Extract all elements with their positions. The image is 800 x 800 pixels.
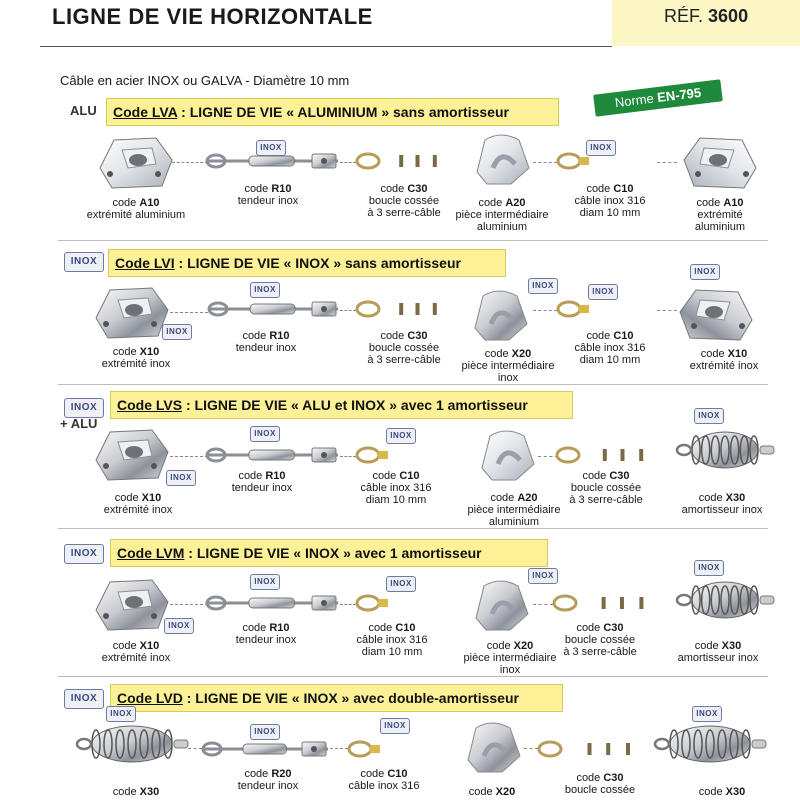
cable-icon — [356, 592, 452, 614]
product-code-line — [536, 470, 676, 482]
product-code: C30 — [603, 622, 624, 634]
cable-dashed-line — [330, 748, 348, 749]
product-code: X10 — [139, 346, 160, 358]
product-description: extrémité aluminium — [86, 209, 186, 221]
cable-dashed-line — [170, 456, 208, 457]
norme-label: Norme — [613, 90, 655, 111]
cable-loop-icon — [356, 298, 452, 320]
product-description: diam 10 mm — [579, 354, 641, 366]
cable-dashed-line — [657, 162, 677, 163]
product-code-line — [192, 470, 332, 482]
inox-badge: INOX — [586, 140, 616, 156]
product-code-line — [66, 786, 206, 798]
cable-loop-icon — [553, 592, 661, 614]
product-caption — [66, 197, 206, 221]
product-code: X20 — [511, 348, 532, 360]
intermediate-piece-icon — [470, 574, 532, 634]
product-caption — [654, 348, 794, 372]
shock-absorber-icon — [76, 722, 188, 766]
product-description: aluminium — [488, 516, 540, 528]
inox-badge: INOX — [380, 718, 410, 734]
product-code-line — [66, 197, 206, 209]
code-prefix: code — [586, 183, 614, 195]
product-caption — [196, 622, 336, 646]
product-description: boucle cossée — [570, 482, 642, 494]
product-code-line — [314, 768, 454, 780]
code-prefix: code — [242, 622, 270, 634]
section-divider — [58, 676, 768, 677]
cable-dashed-line — [533, 310, 557, 311]
product-description: à 3 serre-câble — [563, 646, 637, 658]
code-prefix: code — [576, 622, 604, 634]
cable-spec-subtitle: Câble en acier INOX ou GALVA - Diamètre 10 mm — [60, 73, 350, 88]
product-code: X20 — [495, 786, 516, 798]
product-code-line — [530, 622, 670, 634]
cable-icon — [557, 150, 657, 172]
product-description: boucle cossée — [564, 634, 636, 646]
product-description: à 3 serre-câble — [367, 207, 441, 219]
code-prefix: code — [696, 197, 724, 209]
intermediate-piece-icon — [476, 424, 538, 484]
end-fitting-icon — [674, 282, 760, 344]
product-code: C10 — [395, 622, 416, 634]
product-description: câble inox 316 — [356, 634, 428, 646]
section-lvs-title: : LIGNE DE VIE « ALU et INOX » avec 1 amortisseur — [182, 397, 528, 413]
cable-dashed-line — [340, 604, 356, 605]
code-prefix: code — [468, 786, 496, 798]
product-code: R10 — [265, 470, 286, 482]
product-caption — [198, 183, 338, 207]
inox-badge: INOX — [694, 408, 724, 424]
product-description: extrémité inox — [689, 360, 759, 372]
inox-badge: INOX — [694, 560, 724, 576]
product-description: à 3 serre-câble — [569, 494, 643, 506]
code-prefix: code — [380, 183, 408, 195]
section-lvm-title: : LIGNE DE VIE « INOX » avec 1 amortisseur — [184, 545, 482, 561]
product-description: extrémité inox — [103, 504, 173, 516]
code-prefix: code — [698, 492, 726, 504]
cable-dashed-line — [524, 748, 538, 749]
product-code-line — [334, 183, 474, 195]
inox-badge: INOX — [528, 278, 558, 294]
cable-icon — [557, 298, 657, 320]
product-description: amortisseur inox — [681, 504, 763, 516]
code-prefix: code — [582, 470, 610, 482]
product-caption — [66, 786, 206, 798]
intermediate-piece-icon — [469, 284, 531, 344]
code-prefix: code — [244, 183, 272, 195]
inox-badge: INOX — [690, 264, 720, 280]
product-code: X20 — [513, 640, 534, 652]
product-description: aluminium — [476, 221, 528, 233]
reference-number — [664, 6, 748, 27]
cable-dashed-line — [170, 312, 208, 313]
code-prefix: code — [242, 330, 270, 342]
product-code: X10 — [727, 348, 748, 360]
code-prefix: code — [478, 197, 506, 209]
product-description: tendeur inox — [237, 195, 299, 207]
inox-badge: INOX — [386, 576, 416, 592]
reference-value: 3600 — [708, 6, 749, 26]
product-code: R20 — [271, 768, 292, 780]
product-code: A10 — [723, 197, 744, 209]
inox-badge: INOX — [106, 706, 136, 722]
product-description: boucle cossée — [564, 784, 636, 796]
code-prefix: code — [372, 470, 400, 482]
product-code: C10 — [613, 330, 634, 342]
section-lvm-banner — [110, 539, 548, 567]
inox-badge: INOX — [166, 470, 196, 486]
product-code-line — [68, 492, 208, 504]
section-divider — [58, 528, 768, 529]
product-code-line — [654, 348, 794, 360]
intermediate-piece-icon — [462, 716, 524, 776]
inox-badge: INOX — [250, 282, 280, 298]
product-caption — [196, 330, 336, 354]
intermediate-piece-icon — [471, 128, 533, 188]
code-prefix: code — [694, 640, 722, 652]
code-prefix: code — [244, 768, 272, 780]
inox-badge: INOX — [256, 140, 286, 156]
product-code: C30 — [609, 470, 630, 482]
turnbuckle-icon — [208, 298, 340, 320]
section-lvi-code: Code LVI — [115, 255, 175, 271]
product-code: X30 — [139, 786, 160, 798]
code-prefix: code — [112, 786, 140, 798]
product-description: câble inox 316 — [574, 195, 646, 207]
title-divider — [40, 46, 612, 47]
page-title: LIGNE DE VIE HORIZONTALE — [52, 4, 373, 29]
product-description: à 3 serre-câble — [367, 354, 441, 366]
end-fitting-icon — [88, 572, 174, 634]
section-lva-banner — [106, 98, 559, 126]
product-description: extrémité inox — [101, 358, 171, 370]
product-description: câble inox 316 — [360, 482, 432, 494]
product-description: tendeur inox — [237, 780, 299, 792]
product-description: extrémité — [697, 209, 743, 221]
section-lvd-code: Code LVD — [117, 690, 183, 706]
product-code: C10 — [613, 183, 634, 195]
cable-loop-icon — [356, 150, 452, 172]
code-prefix: code — [114, 492, 142, 504]
product-code: C30 — [603, 772, 624, 784]
product-code-line — [540, 330, 680, 342]
product-description: extrémité inox — [101, 652, 171, 664]
product-description: amortisseur inox — [677, 652, 759, 664]
product-code: A20 — [505, 197, 526, 209]
product-code: X30 — [721, 640, 742, 652]
norme-value: EN-795 — [656, 84, 702, 106]
code-prefix: code — [698, 786, 726, 798]
product-caption — [192, 470, 332, 494]
product-description: pièce intermédiaire — [467, 504, 561, 516]
product-code: C30 — [407, 183, 428, 195]
product-code: R10 — [269, 622, 290, 634]
inox-badge: INOX — [162, 324, 192, 340]
product-code-line — [540, 183, 680, 195]
product-code: C10 — [399, 470, 420, 482]
product-code: A10 — [139, 197, 160, 209]
inox-badge: INOX — [64, 544, 104, 564]
section-lvs-banner — [110, 391, 573, 419]
product-code: C30 — [407, 330, 428, 342]
product-caption — [66, 640, 206, 664]
inox-badge: INOX — [250, 724, 280, 740]
turnbuckle-icon — [206, 592, 340, 614]
cable-dashed-line — [172, 162, 208, 163]
cable-dashed-line — [340, 310, 356, 311]
code-prefix: code — [360, 768, 388, 780]
product-description: inox — [497, 372, 519, 384]
product-caption — [68, 492, 208, 516]
product-code-line — [652, 492, 792, 504]
turnbuckle-icon — [206, 150, 340, 172]
product-code-line — [650, 197, 790, 209]
section-lva-title: : LIGNE DE VIE « ALUMINIUM » sans amortisseur — [177, 104, 509, 120]
shock-absorber-icon — [654, 722, 766, 766]
product-description: inox — [499, 664, 521, 676]
product-code: R10 — [269, 330, 290, 342]
product-description: boucle cossée — [368, 342, 440, 354]
product-description: pièce intermédiaire — [455, 209, 549, 221]
product-description: diam 10 mm — [361, 646, 423, 658]
product-code-line — [66, 346, 206, 358]
inox-badge: INOX — [64, 689, 104, 709]
section-lvs-code: Code LVS — [117, 397, 183, 413]
product-description: aluminium — [694, 221, 746, 233]
product-description: boucle cossée — [368, 195, 440, 207]
end-fitting-icon — [88, 422, 174, 484]
product-caption — [650, 197, 790, 233]
shock-absorber-icon — [676, 578, 774, 622]
product-description: câble inox 316 — [574, 342, 646, 354]
inox-badge: INOX — [692, 706, 722, 722]
end-fitting-icon — [92, 130, 178, 192]
product-description: tendeur inox — [231, 482, 293, 494]
product-code-line — [322, 622, 462, 634]
section-divider — [58, 240, 768, 241]
end-fitting-icon — [678, 130, 764, 192]
code-prefix: code — [576, 772, 604, 784]
code-prefix: code — [490, 492, 518, 504]
product-code: X30 — [725, 786, 746, 798]
product-caption — [530, 772, 670, 796]
section-lva-code: Code LVA — [113, 104, 178, 120]
inox-badge: INOX — [64, 398, 104, 418]
inox-badge: INOX — [528, 568, 558, 584]
product-code: X10 — [141, 492, 162, 504]
code-prefix: code — [112, 640, 140, 652]
code-prefix: code — [486, 640, 514, 652]
product-caption — [648, 640, 788, 664]
product-description: diam 10 mm — [579, 207, 641, 219]
cable-dashed-line — [340, 456, 356, 457]
section-lvm-code: Code LVM — [117, 545, 185, 561]
product-caption — [66, 346, 206, 370]
inox-badge: INOX — [588, 284, 618, 300]
cable-dashed-line — [533, 162, 557, 163]
product-code: A20 — [517, 492, 538, 504]
code-prefix: code — [112, 346, 140, 358]
code-prefix: code — [484, 348, 512, 360]
cable-icon — [356, 444, 452, 466]
cable-dashed-line — [340, 162, 356, 163]
code-prefix: code — [238, 470, 266, 482]
cable-dashed-line — [170, 604, 208, 605]
product-code: C10 — [387, 768, 408, 780]
product-code: X30 — [725, 492, 746, 504]
inox-badge: INOX — [164, 618, 194, 634]
section-lva-prefix: ALU — [70, 103, 97, 118]
section-lvd-title: : LIGNE DE VIE « INOX » avec double-amortisseur — [182, 690, 519, 706]
product-code-line — [196, 330, 336, 342]
turnbuckle-icon — [202, 738, 330, 760]
product-code-line — [326, 470, 466, 482]
product-code-line — [648, 640, 788, 652]
inox-badge: INOX — [250, 426, 280, 442]
product-code: R10 — [271, 183, 292, 195]
cable-icon — [348, 738, 458, 760]
product-code-line — [334, 330, 474, 342]
code-prefix: code — [368, 622, 396, 634]
section-lvd-banner — [110, 684, 563, 712]
product-code-line — [652, 786, 792, 798]
product-description: pièce intermédiaire — [461, 360, 555, 372]
product-description: diam 10 mm — [365, 494, 427, 506]
inox-badge: INOX — [386, 428, 416, 444]
code-prefix: code — [700, 348, 728, 360]
cable-loop-icon — [556, 444, 660, 466]
code-prefix: code — [380, 330, 408, 342]
cable-loop-icon — [538, 738, 648, 760]
section-lvi-title: : LIGNE DE VIE « INOX » sans amortisseur — [174, 255, 461, 271]
cable-dashed-line — [533, 604, 553, 605]
cable-dashed-line — [188, 748, 202, 749]
product-code-line — [66, 640, 206, 652]
inox-badge: INOX — [64, 252, 104, 272]
reference-label: RÉF. — [664, 6, 704, 26]
code-prefix: code — [586, 330, 614, 342]
product-description: câble inox 316 — [348, 780, 420, 792]
product-code-line — [198, 183, 338, 195]
turnbuckle-icon — [206, 444, 340, 466]
norme-badge — [593, 79, 723, 116]
section-divider — [58, 384, 768, 385]
cable-dashed-line — [538, 456, 558, 457]
section-lvs-prefix: + ALU — [60, 416, 98, 431]
code-prefix: code — [112, 197, 140, 209]
product-caption — [652, 492, 792, 516]
product-description: tendeur inox — [235, 342, 297, 354]
inox-badge: INOX — [250, 574, 280, 590]
product-caption — [652, 786, 792, 798]
product-code-line — [530, 772, 670, 784]
section-lvi-banner — [108, 249, 506, 277]
product-code: X10 — [139, 640, 160, 652]
product-description: tendeur inox — [235, 634, 297, 646]
product-code-line — [196, 622, 336, 634]
shock-absorber-icon — [676, 428, 774, 472]
product-description: pièce intermédiaire — [463, 652, 557, 664]
